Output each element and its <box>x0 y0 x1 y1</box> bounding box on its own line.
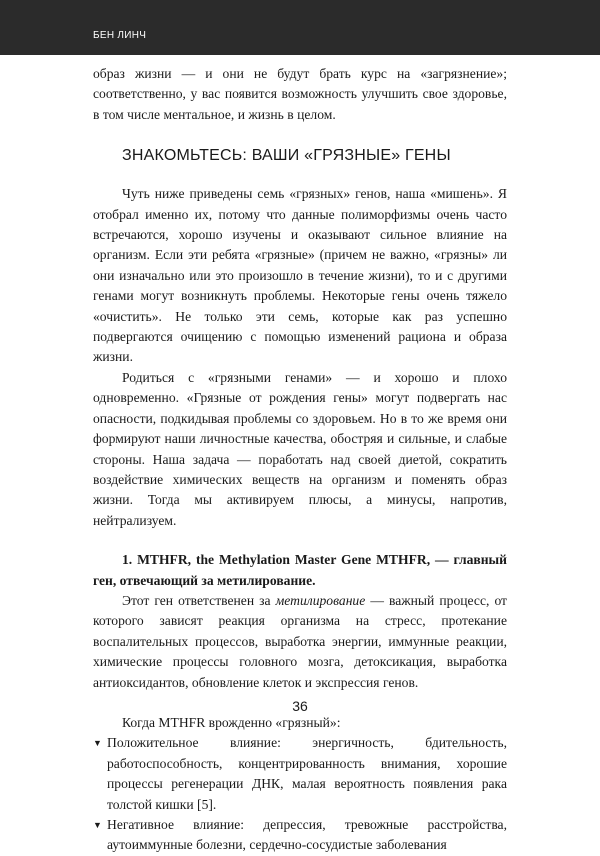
effect-item-negative <box>93 815 507 856</box>
gene-description-term: метилирование <box>275 592 366 608</box>
body-paragraph-1: Чуть ниже приведены семь «грязных» генов, наша «мишень». Я отобрал именно их, потому что данные полиморфизмы очень часто встречаются, хорошо изучены и оказывают сильное влияние на организм. Если эти ребята «грязные» (причем не важно, «грязны» ли они изначально или это произошло в течение жизни), то и с другими генами могут возникнуть проблемы. Некоторые гены очень тяжело «очистить». Не только эти семь, которые как раз успешно подвергаются очищению с помощью изменений рациона и образа жизни. <box>93 186 507 365</box>
triangle-bullet-icon: ▼ <box>93 738 102 749</box>
running-header <box>0 0 600 55</box>
gene-description-end: — важный процесс, от которого зависят реакция организма на стресс, протекание воспалительных процессов, выработка энергии, иммунные реакции, химические процессы головного мозга, детоксикация, выработка антиоксидантов, обновление клеток и экспрессия генов. <box>93 592 507 690</box>
effect-negative-text: Негативное влияние: депрессия, тревожные расстройства, аутоиммунные болезни, сердечно-сосудистые заболевания <box>107 817 507 853</box>
page-number: 36 <box>292 698 308 714</box>
gene-heading: 1. MTHFR, the Methylation Master Gene MTHFR, — главный ген, отвечающий за метилирование. <box>93 552 507 588</box>
gene-description <box>93 591 507 693</box>
effect-item-positive <box>93 733 507 815</box>
effects-list <box>93 733 507 855</box>
running-head-author: БЕН ЛИНЧ <box>93 30 147 41</box>
triangle-bullet-icon: ▼ <box>93 820 102 830</box>
intro-paragraph: образ жизни — и они не будут брать курс на «загрязнение»; соответственно, у вас появится возможность улучшить свое здоровье, в том числе ментальное, и жизнь в целом. <box>93 66 507 122</box>
gene-description-start: Этот ген ответственен за <box>122 592 276 608</box>
effect-positive-text: Положительное влияние: энергичность, бдительность, работоспособность, концентрированность внимания, хорошие процессы регенерации ДНК, малая вероятность появления рака толстой кишки [5]. <box>107 735 507 812</box>
body-paragraph-2: Родиться с «грязными генами» — и хорошо и плохо одновременно. «Грязные от рождения гены» могут подвергать нас опасности, подкидывая проблемы со здоровьем. Но в то же время они формируют наши личностные качества, обостряя и сильные, и слабые стороны. Наша задача — поработать над своей диетой, сократить воздействие химических веществ на организм и поменять образ жизни. Тогда мы активируем плюсы, а минусы, напротив, нейтрализуем. <box>93 369 507 528</box>
page-body <box>93 64 507 856</box>
section-title: ЗНАКОМЬТЕСЬ: ВАШИ «ГРЯЗНЫЕ» ГЕНЫ <box>122 147 451 165</box>
effects-lead: Когда MTHFR врожденно «грязный»: <box>122 714 341 730</box>
